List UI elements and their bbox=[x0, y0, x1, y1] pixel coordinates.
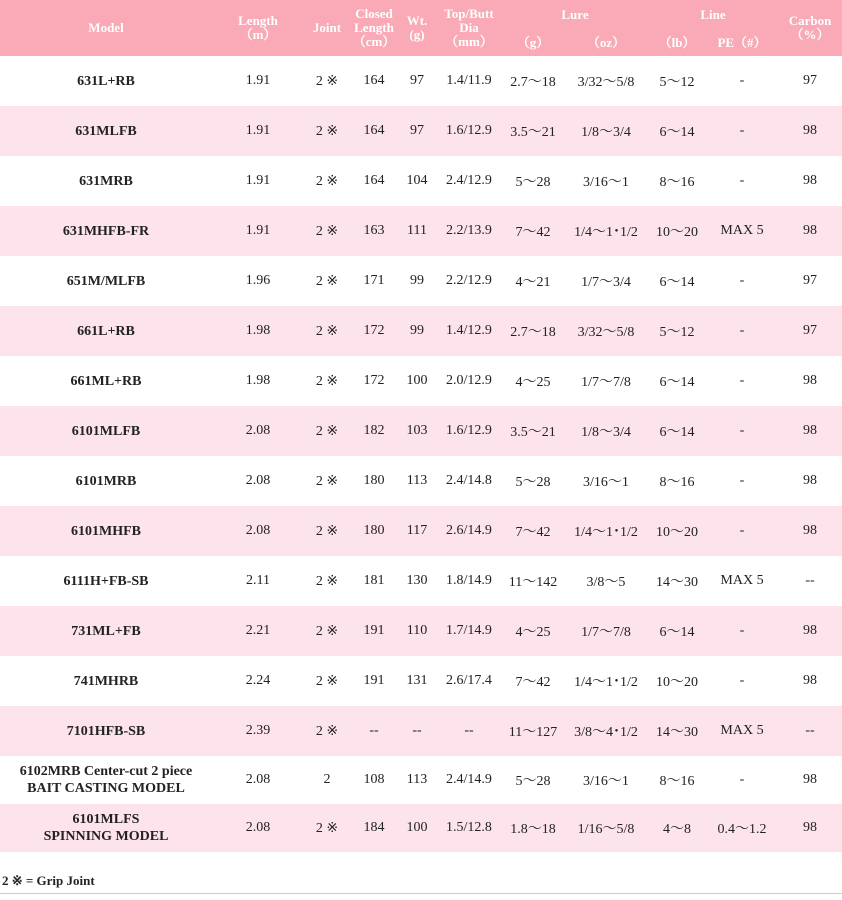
model-cell bbox=[0, 206, 212, 256]
line-lb-cell: 6～14 bbox=[648, 356, 706, 406]
dia-cell: 2.6/17.4 bbox=[436, 656, 502, 706]
table-row bbox=[0, 306, 842, 356]
wt-cell: 97 bbox=[398, 56, 436, 106]
wt-cell: 99 bbox=[398, 256, 436, 306]
model-cell bbox=[0, 656, 212, 706]
line-lb-cell: 6～14 bbox=[648, 406, 706, 456]
wt-cell: 130 bbox=[398, 556, 436, 606]
header-lure-g: （g） bbox=[502, 30, 564, 56]
dia-cell: -- bbox=[436, 706, 502, 756]
pe-cell: - bbox=[706, 306, 778, 356]
header-weight: Wt. (g) bbox=[398, 0, 436, 56]
pe-cell: MAX 5 bbox=[706, 706, 778, 756]
model-name-line: SPINNING MODEL bbox=[43, 829, 169, 844]
footnote: 2 ※ = Grip Joint bbox=[2, 873, 95, 888]
joint-cell: 2 ※ bbox=[304, 804, 350, 852]
lure-oz-cell: 1/8～3/4 bbox=[564, 406, 648, 456]
model-cell bbox=[0, 556, 212, 606]
table-row bbox=[0, 256, 842, 306]
length-cell: 2.08 bbox=[212, 804, 304, 852]
model-name-line: BAIT CASTING MODEL bbox=[27, 781, 185, 796]
wt-cell: 117 bbox=[398, 506, 436, 556]
header-line: Line bbox=[648, 0, 778, 30]
carbon-cell: 98 bbox=[778, 506, 842, 556]
joint-cell: 2 ※ bbox=[304, 456, 350, 506]
joint-cell: 2 ※ bbox=[304, 606, 350, 656]
joint-cell: 2 ※ bbox=[304, 506, 350, 556]
joint-cell: 2 ※ bbox=[304, 56, 350, 106]
table-row bbox=[0, 156, 842, 206]
model-cell bbox=[0, 606, 212, 656]
lure-oz-cell: 3/16～1 bbox=[564, 756, 648, 804]
pe-cell: - bbox=[706, 406, 778, 456]
table-header bbox=[0, 0, 842, 56]
header-lure-oz: （oz） bbox=[564, 30, 648, 56]
wt-cell: 111 bbox=[398, 206, 436, 256]
lure-oz-cell: 3/8～5 bbox=[564, 556, 648, 606]
pe-cell: - bbox=[706, 356, 778, 406]
joint-cell: 2 ※ bbox=[304, 706, 350, 756]
lure-g-cell: 2.7～18 bbox=[502, 306, 564, 356]
pe-cell: - bbox=[706, 56, 778, 106]
closed-cell: 182 bbox=[350, 406, 398, 456]
wt-cell: 103 bbox=[398, 406, 436, 456]
closed-cell: 184 bbox=[350, 804, 398, 852]
model-name-line: 6101MHFB bbox=[71, 523, 141, 539]
dia-cell: 2.2/12.9 bbox=[436, 256, 502, 306]
length-cell: 2.24 bbox=[212, 656, 304, 706]
pe-cell: - bbox=[706, 156, 778, 206]
joint-cell: 2 ※ bbox=[304, 306, 350, 356]
wt-cell: -- bbox=[398, 706, 436, 756]
dia-cell: 2.2/13.9 bbox=[436, 206, 502, 256]
length-cell: 2.39 bbox=[212, 706, 304, 756]
dia-cell: 1.6/12.9 bbox=[436, 106, 502, 156]
carbon-cell: 98 bbox=[778, 156, 842, 206]
length-cell: 2.08 bbox=[212, 406, 304, 456]
lure-oz-cell: 1/7～3/4 bbox=[564, 256, 648, 306]
lure-g-cell: 4～25 bbox=[502, 606, 564, 656]
model-name-line: 7101HFB-SB bbox=[66, 723, 146, 739]
carbon-cell: 97 bbox=[778, 56, 842, 106]
lure-oz-cell: 1/4～1･1/2 bbox=[564, 656, 648, 706]
carbon-cell: 98 bbox=[778, 656, 842, 706]
model-cell bbox=[0, 156, 212, 206]
wt-cell: 97 bbox=[398, 106, 436, 156]
lure-g-cell: 3.5～21 bbox=[502, 406, 564, 456]
line-lb-cell: 14～30 bbox=[648, 706, 706, 756]
carbon-cell: 98 bbox=[778, 106, 842, 156]
model-name-line: 6101MLFS bbox=[72, 812, 140, 827]
model-cell bbox=[0, 756, 212, 804]
length-cell: 1.91 bbox=[212, 206, 304, 256]
lure-oz-cell: 3/8～4･1/2 bbox=[564, 706, 648, 756]
lure-g-cell: 4～21 bbox=[502, 256, 564, 306]
model-cell bbox=[0, 356, 212, 406]
pe-cell: MAX 5 bbox=[706, 206, 778, 256]
pe-cell: - bbox=[706, 606, 778, 656]
closed-cell: 108 bbox=[350, 756, 398, 804]
carbon-cell: 97 bbox=[778, 306, 842, 356]
lure-g-cell: 5～28 bbox=[502, 756, 564, 804]
lure-oz-cell: 1/7～7/8 bbox=[564, 606, 648, 656]
wt-cell: 113 bbox=[398, 756, 436, 804]
joint-cell: 2 ※ bbox=[304, 656, 350, 706]
header-line-pe: PE（#） bbox=[706, 30, 778, 56]
model-name-line: 661L+RB bbox=[77, 323, 135, 339]
lure-g-cell: 11～127 bbox=[502, 706, 564, 756]
dia-cell: 1.7/14.9 bbox=[436, 606, 502, 656]
lure-g-cell: 11～142 bbox=[502, 556, 564, 606]
length-cell: 2.21 bbox=[212, 606, 304, 656]
line-lb-cell: 10～20 bbox=[648, 506, 706, 556]
lure-g-cell: 3.5～21 bbox=[502, 106, 564, 156]
carbon-cell: 98 bbox=[778, 456, 842, 506]
carbon-cell: -- bbox=[778, 706, 842, 756]
line-lb-cell: 10～20 bbox=[648, 206, 706, 256]
model-cell bbox=[0, 456, 212, 506]
length-cell: 2.11 bbox=[212, 556, 304, 606]
line-lb-cell: 5～12 bbox=[648, 56, 706, 106]
closed-cell: 171 bbox=[350, 256, 398, 306]
table-row bbox=[0, 606, 842, 656]
carbon-cell: 97 bbox=[778, 256, 842, 306]
length-cell: 2.08 bbox=[212, 756, 304, 804]
model-name-line: 6111H+FB-SB bbox=[63, 573, 149, 589]
lure-oz-cell: 3/32～5/8 bbox=[564, 306, 648, 356]
carbon-cell: 98 bbox=[778, 756, 842, 804]
dia-cell: 1.5/12.8 bbox=[436, 804, 502, 852]
lure-oz-cell: 1/4～1･1/2 bbox=[564, 206, 648, 256]
closed-cell: 180 bbox=[350, 456, 398, 506]
carbon-cell: 98 bbox=[778, 206, 842, 256]
lure-g-cell: 5～28 bbox=[502, 156, 564, 206]
length-cell: 1.91 bbox=[212, 156, 304, 206]
line-lb-cell: 10～20 bbox=[648, 656, 706, 706]
dia-cell: 2.4/14.9 bbox=[436, 756, 502, 804]
header-joint: Joint bbox=[304, 0, 350, 56]
length-cell: 1.98 bbox=[212, 356, 304, 406]
joint-cell: 2 ※ bbox=[304, 406, 350, 456]
model-cell bbox=[0, 56, 212, 106]
line-lb-cell: 6～14 bbox=[648, 106, 706, 156]
header-lure: Lure bbox=[502, 0, 648, 30]
header-carbon: Carbon （%） bbox=[778, 0, 842, 56]
table-row bbox=[0, 356, 842, 406]
length-cell: 1.91 bbox=[212, 106, 304, 156]
lure-g-cell: 4～25 bbox=[502, 356, 564, 406]
joint-cell: 2 ※ bbox=[304, 556, 350, 606]
table-row bbox=[0, 706, 842, 756]
closed-cell: 163 bbox=[350, 206, 398, 256]
table-row bbox=[0, 506, 842, 556]
table-row bbox=[0, 756, 842, 804]
dia-cell: 2.4/14.8 bbox=[436, 456, 502, 506]
pe-cell: 0.4～1.2 bbox=[706, 804, 778, 852]
pe-cell: - bbox=[706, 456, 778, 506]
header-model: Model bbox=[0, 0, 212, 56]
model-cell bbox=[0, 804, 212, 852]
pe-cell: MAX 5 bbox=[706, 556, 778, 606]
joint-cell: 2 ※ bbox=[304, 156, 350, 206]
line-lb-cell: 6～14 bbox=[648, 256, 706, 306]
carbon-cell: 98 bbox=[778, 356, 842, 406]
wt-cell: 104 bbox=[398, 156, 436, 206]
line-lb-cell: 8～16 bbox=[648, 756, 706, 804]
closed-cell: 181 bbox=[350, 556, 398, 606]
pe-cell: - bbox=[706, 656, 778, 706]
model-name-line: 661ML+RB bbox=[70, 373, 142, 389]
model-name-line: 6101MLFB bbox=[71, 423, 141, 439]
header-dia: Top/Butt Dia （mm） bbox=[436, 0, 502, 56]
table-row bbox=[0, 56, 842, 106]
closed-cell: 164 bbox=[350, 156, 398, 206]
lure-g-cell: 7～42 bbox=[502, 656, 564, 706]
wt-cell: 100 bbox=[398, 804, 436, 852]
closed-cell: 172 bbox=[350, 306, 398, 356]
lure-oz-cell: 3/16～1 bbox=[564, 156, 648, 206]
pe-cell: - bbox=[706, 506, 778, 556]
carbon-cell: -- bbox=[778, 556, 842, 606]
closed-cell: 164 bbox=[350, 106, 398, 156]
closed-cell: 164 bbox=[350, 56, 398, 106]
carbon-cell: 98 bbox=[778, 406, 842, 456]
model-name-line: 631MRB bbox=[79, 173, 133, 189]
lure-g-cell: 5～28 bbox=[502, 456, 564, 506]
length-cell: 1.96 bbox=[212, 256, 304, 306]
closed-cell: 191 bbox=[350, 656, 398, 706]
table-row bbox=[0, 656, 842, 706]
joint-cell: 2 ※ bbox=[304, 256, 350, 306]
closed-cell: 191 bbox=[350, 606, 398, 656]
closed-cell: 180 bbox=[350, 506, 398, 556]
header-line-lb: （lb） bbox=[648, 30, 706, 56]
model-cell bbox=[0, 256, 212, 306]
dia-cell: 2.6/14.9 bbox=[436, 506, 502, 556]
model-cell bbox=[0, 506, 212, 556]
lure-oz-cell: 1/16～5/8 bbox=[564, 804, 648, 852]
dia-cell: 1.8/14.9 bbox=[436, 556, 502, 606]
line-lb-cell: 14～30 bbox=[648, 556, 706, 606]
lure-g-cell: 2.7～18 bbox=[502, 56, 564, 106]
lure-oz-cell: 1/7～7/8 bbox=[564, 356, 648, 406]
dia-cell: 2.4/12.9 bbox=[436, 156, 502, 206]
lure-oz-cell: 1/4～1･1/2 bbox=[564, 506, 648, 556]
table-row bbox=[0, 406, 842, 456]
joint-cell: 2 ※ bbox=[304, 356, 350, 406]
carbon-cell: 98 bbox=[778, 606, 842, 656]
pe-cell: - bbox=[706, 106, 778, 156]
table-row bbox=[0, 106, 842, 156]
model-name-line: 6102MRB Center-cut 2 piece bbox=[19, 764, 193, 779]
carbon-cell: 98 bbox=[778, 804, 842, 852]
dia-cell: 1.4/12.9 bbox=[436, 306, 502, 356]
dia-cell: 1.6/12.9 bbox=[436, 406, 502, 456]
model-name-line: 6101MRB bbox=[75, 473, 137, 489]
lure-g-cell: 1.8～18 bbox=[502, 804, 564, 852]
table-row bbox=[0, 206, 842, 256]
table-row bbox=[0, 804, 842, 852]
closed-cell: -- bbox=[350, 706, 398, 756]
lure-oz-cell: 3/32～5/8 bbox=[564, 56, 648, 106]
model-name-line: 741MHRB bbox=[73, 673, 139, 689]
model-name-line: 631MLFB bbox=[75, 123, 137, 139]
model-name-line: 651M/MLFB bbox=[66, 273, 146, 289]
wt-cell: 131 bbox=[398, 656, 436, 706]
model-name-line: 731ML+FB bbox=[71, 623, 141, 639]
lure-oz-cell: 3/16～1 bbox=[564, 456, 648, 506]
header-closed-length: Closed Length （cm） bbox=[350, 0, 398, 56]
wt-cell: 99 bbox=[398, 306, 436, 356]
length-cell: 2.08 bbox=[212, 456, 304, 506]
divider bbox=[0, 893, 842, 894]
line-lb-cell: 8～16 bbox=[648, 156, 706, 206]
joint-cell: 2 ※ bbox=[304, 206, 350, 256]
length-cell: 1.98 bbox=[212, 306, 304, 356]
joint-cell: 2 bbox=[304, 756, 350, 804]
line-lb-cell: 6～14 bbox=[648, 606, 706, 656]
line-lb-cell: 4～8 bbox=[648, 804, 706, 852]
length-cell: 1.91 bbox=[212, 56, 304, 106]
model-name-line: 631MHFB-FR bbox=[62, 223, 150, 239]
header-length: Length （m） bbox=[212, 0, 304, 56]
closed-cell: 172 bbox=[350, 356, 398, 406]
wt-cell: 113 bbox=[398, 456, 436, 506]
line-lb-cell: 5～12 bbox=[648, 306, 706, 356]
table-row bbox=[0, 556, 842, 606]
model-cell bbox=[0, 706, 212, 756]
dia-cell: 1.4/11.9 bbox=[436, 56, 502, 106]
model-cell bbox=[0, 306, 212, 356]
table-row bbox=[0, 456, 842, 506]
dia-cell: 2.0/12.9 bbox=[436, 356, 502, 406]
lure-oz-cell: 1/8～3/4 bbox=[564, 106, 648, 156]
model-name-line: 631L+RB bbox=[77, 73, 135, 89]
pe-cell: - bbox=[706, 256, 778, 306]
lure-g-cell: 7～42 bbox=[502, 206, 564, 256]
joint-cell: 2 ※ bbox=[304, 106, 350, 156]
pe-cell: - bbox=[706, 756, 778, 804]
lure-g-cell: 7～42 bbox=[502, 506, 564, 556]
table-body bbox=[0, 56, 842, 852]
model-cell bbox=[0, 106, 212, 156]
wt-cell: 100 bbox=[398, 356, 436, 406]
model-cell bbox=[0, 406, 212, 456]
line-lb-cell: 8～16 bbox=[648, 456, 706, 506]
length-cell: 2.08 bbox=[212, 506, 304, 556]
wt-cell: 110 bbox=[398, 606, 436, 656]
